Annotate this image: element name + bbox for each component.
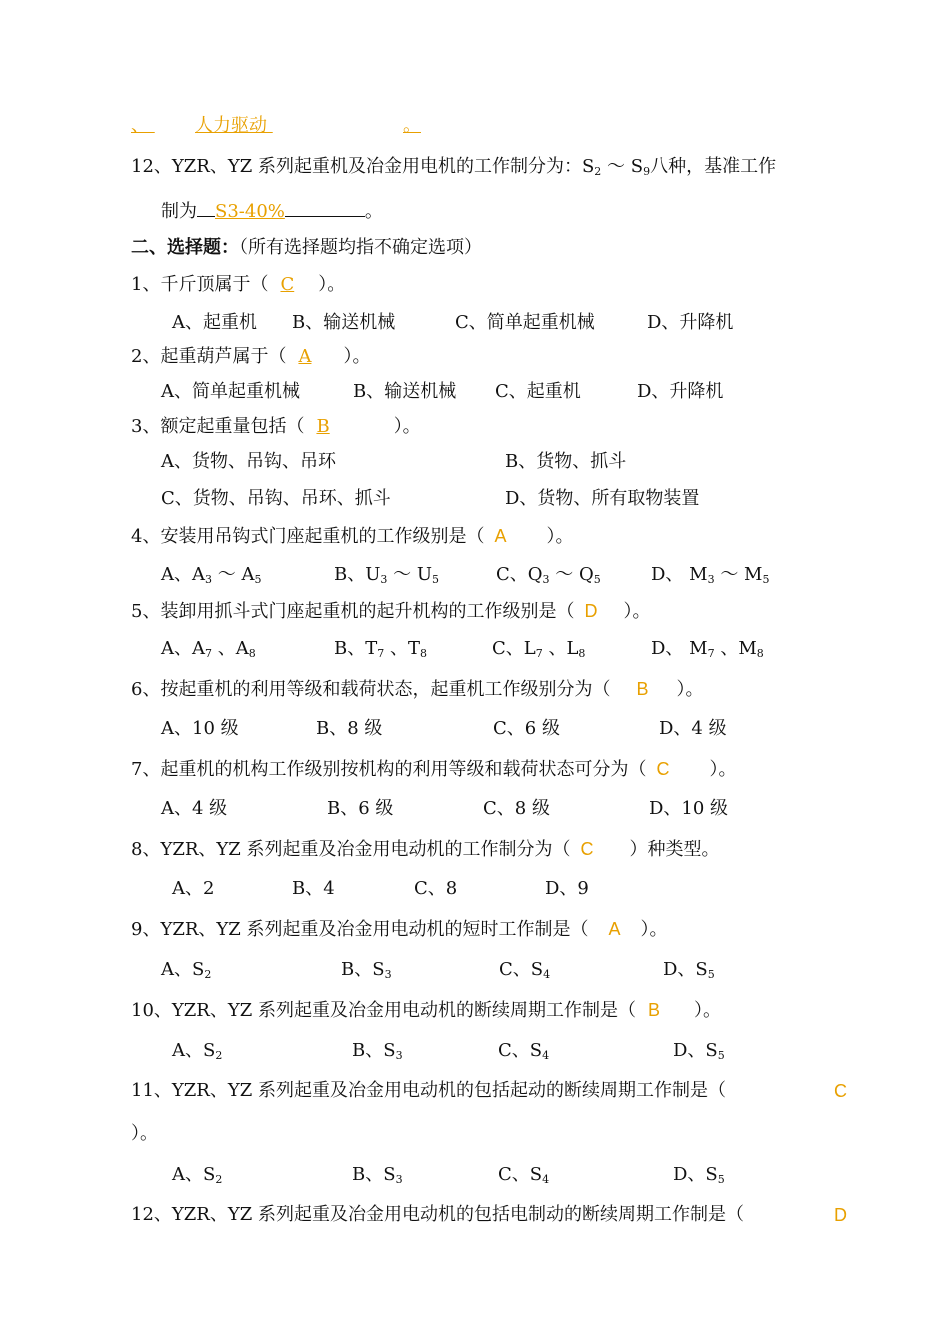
- option: D、$S_5$: [673, 1040, 725, 1062]
- question-stem: 7、起重机的机构工作级别按机构的利用等级和载荷状态可分为（: [131, 759, 647, 780]
- option: A、$S_2$: [172, 1040, 223, 1062]
- option: A、货物、吊钩、吊环: [161, 451, 336, 472]
- question-answer: B: [647, 1000, 660, 1020]
- question-stem: 10、YZR、YZ 系列起重及冶金用电动机的断续周期工作制是（: [131, 1000, 636, 1021]
- question-answer: B: [316, 416, 330, 437]
- question-tail: ）。: [623, 601, 651, 622]
- question-stem: 2、起重葫芦属于（: [131, 346, 287, 367]
- option: B、输送机械: [353, 381, 457, 402]
- question-tail: ）。: [546, 526, 574, 547]
- option: D、升降机: [647, 312, 734, 333]
- question-tail: ）。: [640, 919, 668, 940]
- question-stem: 4、安装用吊钩式门座起重机的工作级别是（: [131, 526, 485, 547]
- question-stem: 11、YZR、YZ 系列起重及冶金用电动机的包括起动的断续周期工作制是（: [131, 1080, 726, 1101]
- fill-q12-prefix: 12、YZR、YZ 系列起重机及冶金用电机的工作制分为：S: [131, 156, 595, 177]
- option: A、10 级: [161, 718, 239, 739]
- question-answer: C: [834, 1081, 847, 1101]
- option: C、货物、吊钩、吊环、抓斗: [161, 488, 391, 509]
- fill-q12-answer: S3-40%: [215, 201, 285, 222]
- option: B、8 级: [316, 718, 383, 739]
- option: D、$S_5$: [673, 1164, 725, 1186]
- option: C、$S_4$: [499, 959, 551, 981]
- option: B、6 级: [327, 798, 394, 819]
- fill-q12-line1: [131, 155, 776, 179]
- option: B、$T_7$ 、$T_8$: [334, 638, 427, 660]
- question-8: [131, 837, 720, 862]
- option: A、$A_7$ 、$A_8$: [161, 638, 256, 660]
- option: C、简单起重机械: [455, 312, 595, 333]
- fill-blank-gap: [149, 114, 195, 138]
- question-6: [131, 677, 703, 702]
- option: B、输送机械: [292, 312, 396, 333]
- fill-blank-gap: [197, 198, 215, 217]
- question-4: [131, 524, 573, 549]
- option: D、 $M_3$ ～ $M_5$: [651, 564, 770, 586]
- question-tail: ）。: [693, 1000, 721, 1021]
- fill-q12-mid: 八种，基准工作: [650, 156, 777, 177]
- option: D、$S_5$: [663, 959, 715, 981]
- option: D、 $M_7$ 、$M_8$: [651, 638, 764, 660]
- question-12: [131, 1203, 744, 1227]
- option: B、$S_3$: [352, 1040, 403, 1062]
- option: B、$S_3$: [352, 1164, 403, 1186]
- option: A、4 级: [161, 798, 228, 819]
- section2-title: 二、选择题：: [131, 237, 239, 258]
- option: B、$S_3$: [341, 959, 392, 981]
- option: D、9: [545, 878, 589, 899]
- question-stem: 3、额定起重量包括（: [131, 416, 305, 437]
- question-2: [131, 345, 370, 369]
- question-tail: ）。: [709, 759, 737, 780]
- fill-blank-gap: [267, 114, 403, 138]
- question-3: [131, 415, 421, 439]
- fill-blank-gap: [285, 198, 365, 217]
- option: C、$Q_3$ ～ $Q_5$: [496, 564, 601, 586]
- option: A、起重机: [172, 312, 257, 333]
- option: B、$U_3$ ～ $U_5$: [334, 564, 440, 586]
- option: A、2: [172, 878, 215, 899]
- option: C、8: [414, 878, 458, 899]
- question-stem: 9、YZR、YZ 系列起重及冶金用电动机的短时工作制是（: [131, 919, 589, 940]
- question-answer: A: [494, 526, 507, 546]
- question-stem: 12、YZR、YZ 系列起重及冶金用电动机的包括电制动的断续周期工作制是（: [131, 1204, 744, 1225]
- option: A、$S_2$: [172, 1164, 223, 1186]
- question-tail: ）。: [318, 274, 346, 295]
- question-7: [131, 757, 736, 782]
- fill-prev-answer: 人力驱动: [195, 115, 267, 136]
- question-5: [131, 599, 650, 624]
- fill-q12-sub2: 9: [643, 165, 651, 178]
- option: C、起重机: [495, 381, 581, 402]
- fill-prev-tail-prefix: 、: [131, 115, 149, 136]
- question-answer: C: [580, 839, 594, 859]
- option: B、4: [292, 878, 335, 899]
- question-answer: D: [584, 601, 598, 621]
- question-answer: A: [298, 346, 312, 367]
- question-answer: A: [608, 919, 621, 939]
- fill-prev-tail: [131, 114, 421, 138]
- question-tail: ）。: [676, 679, 704, 700]
- fill-q12-line2-prefix: 制为: [161, 201, 197, 222]
- question-1: [131, 273, 345, 297]
- option: C、8 级: [483, 798, 550, 819]
- option: D、货物、所有取物装置: [505, 488, 700, 509]
- question-tail: ）。: [343, 346, 371, 367]
- section2-heading: [131, 236, 482, 260]
- option: D、升降机: [637, 381, 724, 402]
- question-10: [131, 998, 721, 1023]
- option: D、10 级: [649, 798, 729, 819]
- option: A、$S_2$: [161, 959, 212, 981]
- question-answer: D: [834, 1205, 847, 1225]
- question-tail: ）。: [393, 416, 421, 437]
- option: D、4 级: [659, 718, 727, 739]
- question-stem: 6、按起重机的利用等级和载荷状态，起重机工作级别分为（: [131, 679, 611, 700]
- fill-q12-line2: [161, 198, 383, 224]
- question-answer: C: [656, 759, 670, 779]
- question-tail: ）种类型。: [629, 839, 720, 860]
- option: C、$S_4$: [498, 1040, 550, 1062]
- section2-note: （所有选择题均指不确定选项）: [239, 237, 482, 258]
- option: A、简单起重机械: [161, 381, 300, 402]
- question-9: [131, 917, 668, 942]
- option: C、$S_4$: [498, 1164, 550, 1186]
- question-stem: 5、装卸用抓斗式门座起重机的起升机构的工作级别是（: [131, 601, 575, 622]
- option: C、6 级: [493, 718, 560, 739]
- fill-prev-tail-end: 。: [403, 115, 421, 136]
- fill-q12-sub1: 2: [594, 165, 602, 178]
- option: C、$L_7$ 、$L_8$: [492, 638, 586, 660]
- question-answer: C: [280, 274, 295, 295]
- fill-q12-tilde: ～ S: [601, 156, 644, 177]
- question-11: [131, 1079, 726, 1103]
- fill-q12-end: 。: [364, 201, 383, 222]
- option: B、货物、抓斗: [505, 451, 627, 472]
- question-answer: B: [636, 679, 649, 699]
- question-stem: 8、YZR、YZ 系列起重及冶金用电动机的工作制分为（: [131, 839, 571, 860]
- question-stem: 1、千斤顶属于（: [131, 274, 269, 295]
- option: A、$A_3$ ～ $A_5$: [161, 564, 262, 586]
- question-tail: ）。: [131, 1123, 158, 1144]
